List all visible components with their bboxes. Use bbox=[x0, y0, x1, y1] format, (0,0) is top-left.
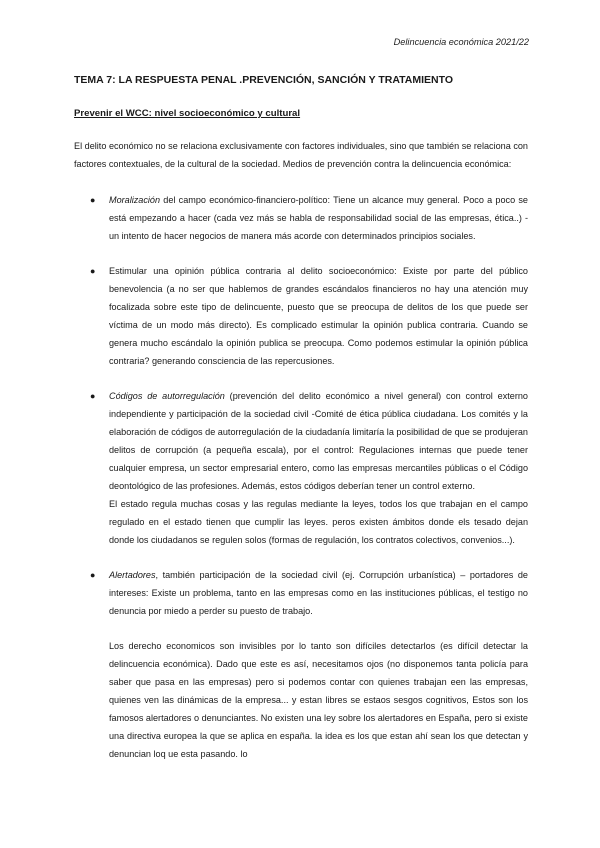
document-body bbox=[74, 137, 528, 763]
bullet-item-alertadores bbox=[74, 566, 528, 620]
bullet-term: Códigos de autorregulación bbox=[109, 391, 225, 401]
bullet-item-opinion-publica bbox=[74, 262, 528, 370]
bullet-icon: ● bbox=[90, 570, 96, 580]
section-heading: Prevenir el WCC: nivel socioeconómico y cultural bbox=[74, 108, 301, 119]
page-title: TEMA 7: LA RESPUESTA PENAL .PREVENCIÓN, SANCIÓN Y TRATAMIENTO bbox=[74, 74, 454, 86]
intro-paragraph: El delito económico no se relaciona exclusivamente con factores individuales, sino que también se relaciona con factores contextuales, de la cultural de la sociedad. Medios de prevención contra la delincuencia económica: bbox=[74, 141, 528, 169]
running-header: Delincuencia económica 2021/22 bbox=[393, 37, 529, 47]
bullet-term: Alertadores bbox=[109, 570, 156, 580]
bullet-icon: ● bbox=[90, 391, 96, 401]
bullet-text: Alertadores, también participación de la sociedad civil (ej. Corrupción urbanística) – portadores de intereses: Existe un problema, tanto en las empresas como en las instituciones públicas, el testigo no denuncia por miedo a perder su puesto de trabajo. bbox=[109, 570, 528, 616]
bullet-text: Estimular una opinión pública contraria al delito socioeconómico: Existe por parte del público benevolencia (a no ser que hablemos de grandes escándalos financieros no hay una atención muy focalizada sobre este tipo de delincuente, puesto que se preocupa de delitos de los que puede ser víctima de un modo más directo). Es complicado estimular la opinión publica contraria. Cuando se genera mucho escándalo la opinión publica se preocupa. Como podemos estimular la opinión pública contraria? generando consciencia de las repercusiones. bbox=[109, 266, 528, 366]
bullet-term: Moralización bbox=[109, 195, 161, 205]
bullet-item-codigos bbox=[74, 387, 528, 549]
bullet-text: Códigos de autorregulación (prevención del delito económico a nivel general) con control externo independiente y participación de la sociedad civil -Comité de ética pública ciudadana. Los comités y la elaboración de códigos de autorregulación de la ciudadanía limitaría la posibilidad de que se produjeran delitos de corrupción (a pequeña escala), por el control: Regulaciones internas que puede tener cualquier empresa, un sector empresarial entero, como las empresas mercantiles públicas o el Código deontológico de las profesiones. Además, estos códigos deberían tener un control externo. bbox=[109, 391, 528, 491]
bullet-item-moralizacion bbox=[74, 191, 528, 245]
bullet-icon: ● bbox=[90, 195, 96, 205]
bullet-text: Moralización del campo económico-financiero-político: Tiene un alcance muy general. Poco a poco se está empezando a hacer (cada vez más se habla de responsabilidad social de las empresas, ética..) -un intento de hacer negocios de manera más acorde con determinados principios sociales. bbox=[109, 195, 528, 241]
bullet-continuation: El estado regula muchas cosas y las regulas mediante la leyes, todos los que trabajan en el campo regulado en el estado tienen que cumplir las leyes. peros existen ámbitos donde els tesado dejan donde los ciudadanos se regulen solos (formas de regulación, los contratos colectivos, convenios...). bbox=[109, 499, 528, 545]
bullet-icon: ● bbox=[90, 266, 96, 276]
closing-paragraph: Los derecho economicos son invisibles por lo tanto son difíciles detectarlos (es difícil detectar la delincuencia económica). Dado que este es así, necesitamos ojos (no disponemos tanta policía para saber que pasa en las empresas) pero si podemos contar con quienes trabajan een las empresas, quienes ven las dinámicas de la empresa... y estan libres se estaos sesgos cognitivos, Estos son los famosos alertadores o denunciantes. No existen una ley sobre los alertadores en España, pero si existe una directiva europea la que se aplica en españa. la idea es los que estan ahí sean los que detectan y denuncian loq ue esta pasando. lo bbox=[109, 641, 528, 759]
